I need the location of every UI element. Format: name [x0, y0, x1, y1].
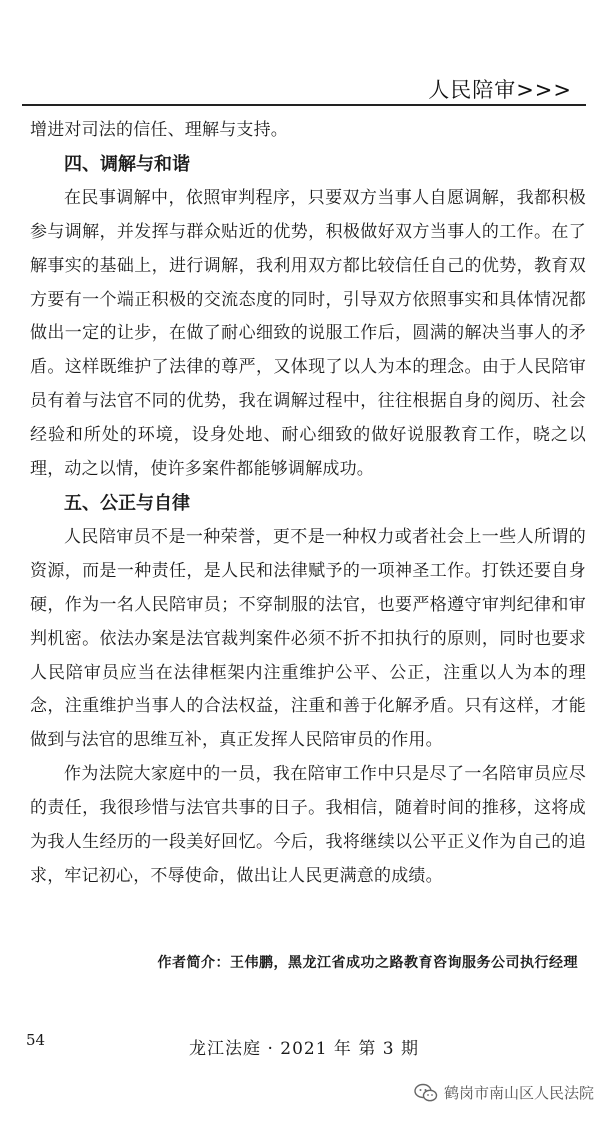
section-heading-5: 五、公正与自律 [64, 492, 190, 514]
intro-line: 增进对司法的信任、理解与支持。 [30, 120, 288, 140]
header-divider [22, 104, 586, 106]
section-title: 人民陪审>>> [428, 78, 572, 102]
section-heading-4: 四、调解与和谐 [64, 153, 190, 175]
section-5-paragraph-2: 作为法院大家庭中的一员，我在陪审工作中只是尽了一名陪审员应尽的责任，我很珍惜与法官共事的日子。我相信，随着时间的推移，这将成为我人生经历的一段美好回忆。今后，我将继续以公平正义作为自己的追求，牢记初心，不辱使命，做出让人民更满意的成绩。 [30, 764, 586, 886]
watermark-text: 鹤岗市南山区人民法院 [443, 1084, 594, 1102]
wechat-icon [414, 1083, 438, 1103]
watermark [414, 1082, 594, 1103]
author-note: 作者简介：王伟鹏，黑龙江省成功之路教育咨询服务公司执行经理 [157, 955, 578, 971]
section-4-paragraph: 在民事调解中，依照审判程序，只要双方当事人自愿调解，我都积极参与调解，并发挥与群众贴近的优势，积极做好双方当事人的工作。在了解事实的基础上，进行调解，我利用双方都比较信任自己的优势，教育双方要有一个端正积极的交流态度的同时，引导双方依照事实和具体情况都做出一定的让步，在做了耐心细致的说服工作后，圆满的解决当事人的矛盾。这样既维护了法律的尊严，又体现了以人为本的理念。由于人民陪审员有着与法官不同的优势，我在调解过程中，往往根据自身的阅历、社会经验和所处的环境，设身处地、耐心细致的做好说服教育工作，晓之以理，动之以情，使许多案件都能够调解成功。 [30, 187, 586, 480]
page-number: 54 [26, 1031, 46, 1049]
article-body [30, 114, 586, 894]
section-5-paragraph-1: 人民陪审员不是一种荣誉，更不是一种权力或者社会上一些人所谓的资源，而是一种责任，是人民和法律赋予的一项神圣工作。打铁还要自身硬，作为一名人民陪审员；不穿制服的法官，也要严格遵守审判纪律和审判机密。依法办案是法官裁判案件必须不折不扣执行的原则，同时也要求人民陪审员应当在法律框架内注重维护公平、公正，注重以人为本的理念，注重维护当事人的合法权益，注重和善于化解矛盾。只有这样，才能做到与法官的思维互补，真正发挥人民陪审员的作用。 [30, 526, 586, 751]
journal-issue: 龙江法庭 · 2021 年 第 3 期 [189, 1039, 419, 1059]
